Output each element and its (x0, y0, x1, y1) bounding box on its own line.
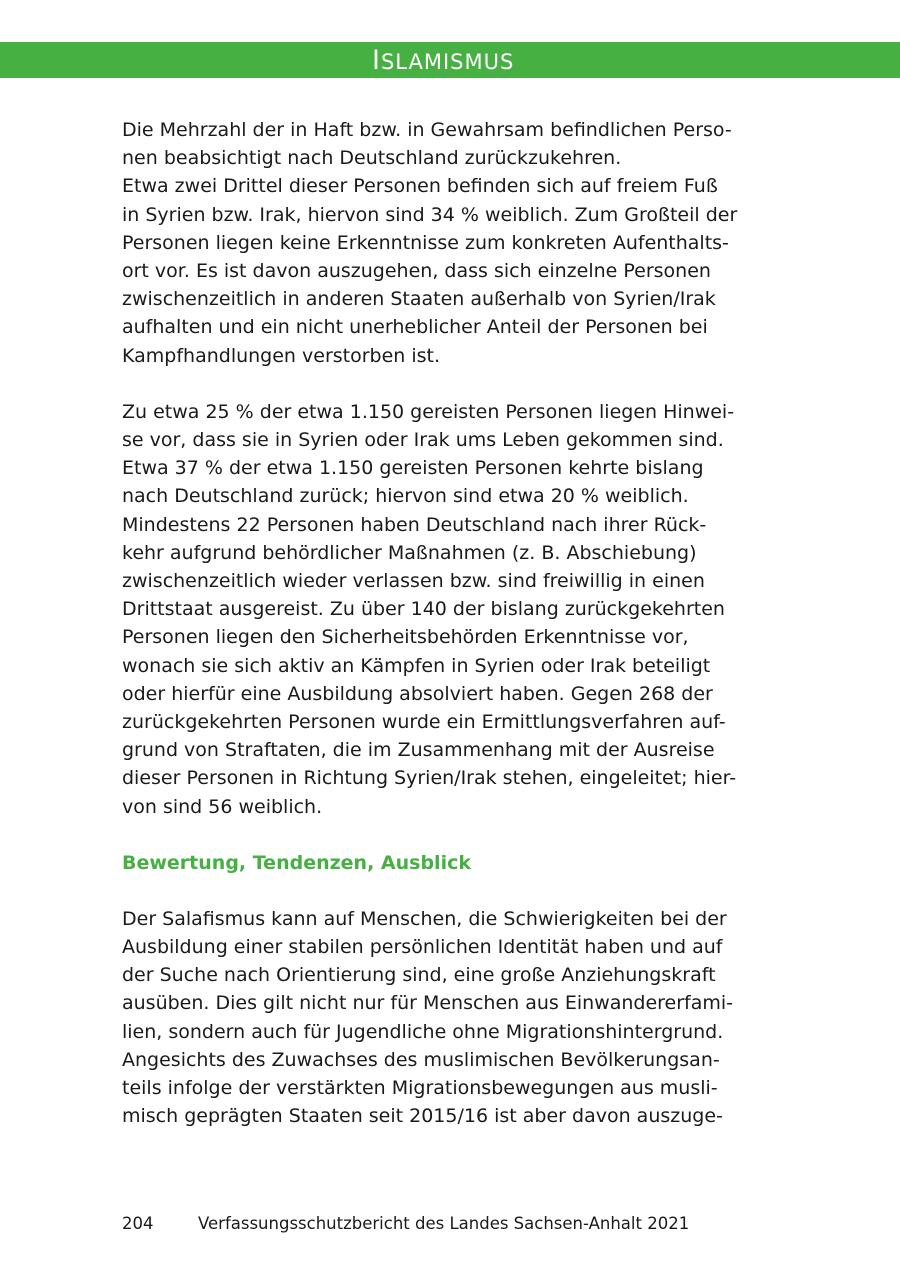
text-line: Kampfhandlungen verstorben ist. (122, 344, 441, 367)
text-line: Drittstaat ausgereist. Zu über 140 der bislang zurückgekehrten (122, 598, 725, 621)
text-line: zwischenzeitlich wieder verlassen bzw. sind freiwillig in einen (122, 570, 705, 593)
page-footer (122, 1212, 689, 1236)
text-line: nach Deutschland zurück; hiervon sind etwa 20 % weiblich. (122, 485, 689, 508)
text-line: ausüben. Dies gilt nicht nur für Menschen aus Einwandererfami- (122, 992, 734, 1015)
paragraph-3 (122, 905, 762, 1131)
main-content (122, 116, 762, 1131)
text-line: dieser Personen in Richtung Syrien/Irak stehen, eingeleitet; hier- (122, 767, 737, 790)
paragraph-gap (122, 370, 762, 398)
text-line: oder hierfür eine Ausbildung absolviert haben. Gegen 268 der (122, 682, 713, 705)
text-line: nen beabsichtigt nach Deutschland zurückzukehren. (122, 147, 622, 170)
text-line: kehr aufgrund behördlicher Maßnahmen (z. B. Abschiebung) (122, 541, 697, 564)
text-line: Zu etwa 25 % der etwa 1.150 gereisten Personen liegen Hinwei- (122, 400, 735, 423)
text-line: Personen liegen den Sicherheitsbehörden Erkenntnisse vor, (122, 626, 689, 649)
paragraph-2 (122, 398, 762, 821)
text-line: Mindestens 22 Personen haben Deutschland nach ihrer Rück- (122, 513, 707, 536)
paragraph-1 (122, 116, 762, 370)
text-line: lien, sondern auch für Jugendliche ohne Migrationshintergrund. (122, 1020, 724, 1043)
section-title (372, 44, 514, 80)
paragraph-gap (122, 821, 762, 849)
text-line: se vor, dass sie in Syrien oder Irak ums Leben gekommen sind. (122, 429, 724, 452)
text-line: in Syrien bzw. Irak, hiervon sind 34 % weiblich. Zum Großteil der (122, 203, 738, 226)
text-line: Der Salafismus kann auf Menschen, die Schwierigkeiten bei der (122, 907, 727, 930)
text-line: Angesichts des Zuwachses des muslimischen Bevölkerungsan- (122, 1048, 720, 1071)
report-title: Verfassungsschutzbericht des Landes Sachsen-Anhalt 2021 (198, 1214, 690, 1233)
text-line: wonach sie sich aktiv an Kämpfen in Syrien oder Irak beteiligt (122, 654, 711, 677)
text-line: Etwa 37 % der etwa 1.150 gereisten Personen kehrte bislang (122, 457, 704, 480)
text-line: Personen liegen keine Erkenntnisse zum konkreten Aufenthalts- (122, 231, 729, 254)
text-line: zurückgekehrten Personen wurde ein Ermittlungsverfahren auf- (122, 711, 726, 734)
text-line: aufhalten und ein nicht unerheblicher Anteil der Personen bei (122, 316, 708, 339)
subheading: Bewertung, Tendenzen, Ausblick (122, 851, 471, 874)
text-line: Ausbildung einer stabilen persönlichen Identität haben und auf (122, 936, 723, 959)
text-line: der Suche nach Orientierung sind, eine große Anziehungskraft (122, 964, 716, 987)
text-line: grund von Straftaten, die im Zusammenhang mit der Ausreise (122, 739, 715, 762)
text-line: misch geprägten Staaten seit 2015/16 ist aber davon auszuge- (122, 1105, 723, 1128)
text-line: ort vor. Es ist davon auszugehen, dass sich einzelne Personen (122, 260, 711, 283)
text-line: Die Mehrzahl der in Haft bzw. in Gewahrsam befindlichen Perso- (122, 119, 732, 141)
page-number: 204 (122, 1214, 154, 1233)
text-line: teils infolge der verstärkten Migrationsbewegungen aus musli- (122, 1077, 718, 1100)
section-title-rest: SLAMISMUS (380, 50, 515, 74)
paragraph-gap (122, 877, 762, 905)
section-title-initial: I (372, 45, 381, 76)
text-line: zwischenzeitlich in anderen Staaten außerhalb von Syrien/Irak (122, 288, 716, 311)
text-line: Etwa zwei Drittel dieser Personen befinden sich auf freiem Fuß (122, 175, 718, 198)
text-line: von sind 56 weiblich. (122, 795, 323, 818)
